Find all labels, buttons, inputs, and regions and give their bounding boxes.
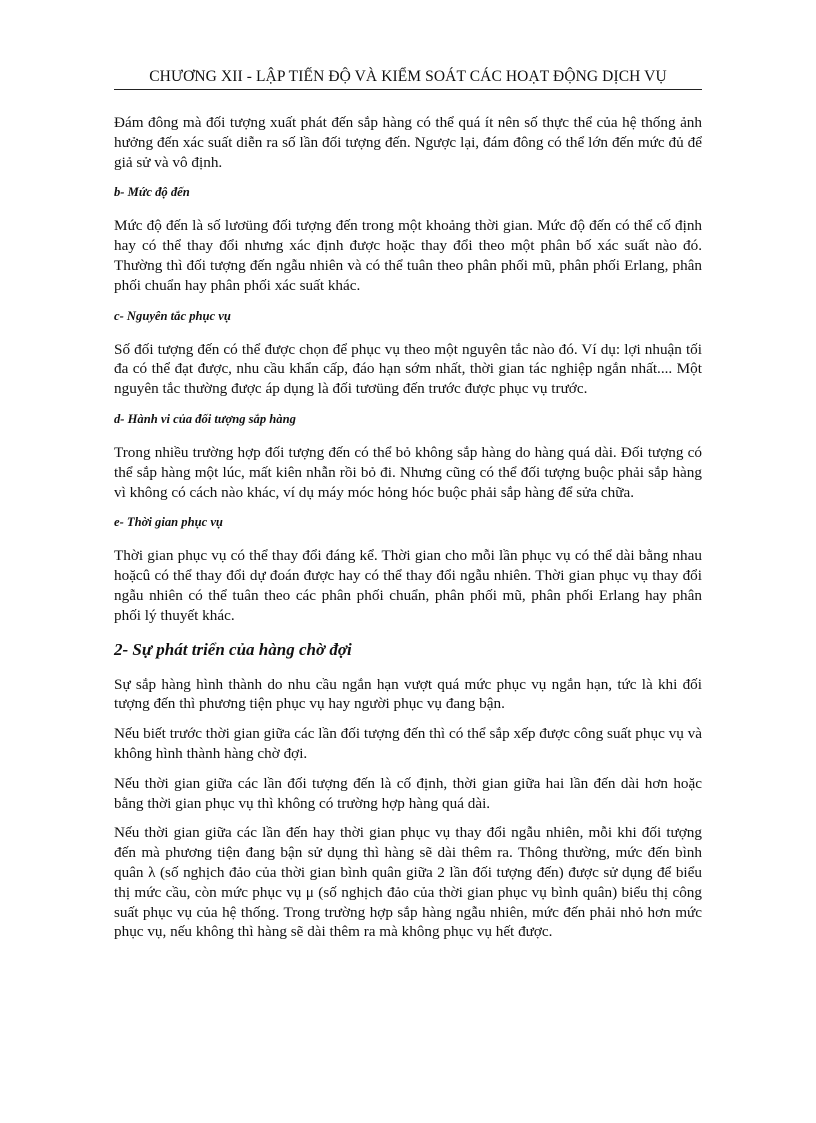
paragraph-service-time: Thời gian phục vụ có thể thay đổi đáng kể. Thời gian cho mỗi lần phục vụ có thể dài bằng nhau hoặcû có thể thay đổi dự đoán được hay có thể thay đổi ngẫu nhiên. Thời gian phục vụ thay đổi ngẫu nhiên có thể tuân theo các phân phối chuẩn, phân phối mũ, phân phối Erlang hay phân phối lý thuyết khác. [114, 547, 702, 624]
subheading-service-time: e- Thời gian phục vụ [114, 515, 223, 530]
section-heading-queue-development: 2- Sự phát triển của hàng chờ đợi [114, 639, 352, 659]
paragraph-service-rule: Số đối tượng đến có thể được chọn để phục vụ theo một nguyên tắc nào đó. Ví dụ: lợi nhuận tối đa có thể đạt được, nhu cầu khẩn cấp, đáo hạn sớm nhất, thời gian tác nghiệp ngắn nhất.... Một nguyên tắc thường được áp dụng là đối tươüng đến trước được phục vụ trước. [114, 340, 702, 398]
subheading-arrival-rate: b- Mức độ đến [114, 185, 190, 200]
paragraph-random-interarrival: Nếu thời gian giữa các lần đến hay thời gian phục vụ thay đổi ngẫu nhiên, mỗi khi đối tượng đến mà phương tiện đang bận sử dụng thì hàng sẽ dài thêm ra. Thông thường, mức đến bình quân λ (số nghịch đảo của thời gian bình quân giữa 2 lần đối tượng đến) được sử dụng để biểu thị mức cầu, còn mức phục vụ μ (số nghịch đảo của thời gian phục vụ bình quân) biểu thị công suất phục vụ của hệ thống. Trong trường hợp sắp hàng ngẫu nhiên, mức đến phải nhỏ hơn mức phục vụ, nếu không thì hàng sẽ dài thêm ra mà không phục vụ hết được. [114, 824, 702, 941]
page-content [114, 113, 702, 942]
paragraph-queue-formation: Sự sắp hàng hình thành do nhu cầu ngắn hạn vượt quá mức phục vụ ngắn hạn, tức là khi đối tượng đến thì phương tiện phục vụ hay người phục vụ đang bận. [114, 675, 702, 713]
paragraph-queue-behavior: Trong nhiều trường hợp đối tượng đến có thể bỏ không sắp hàng do hàng quá dài. Đối tượng có thể sắp hàng một lúc, mất kiên nhẫn rồi bỏ đi. Nhưng cũng có thể đối tượng buộc phải sắp hàng vì không có cách nào khác, ví dụ máy móc hỏng hóc buộc phải sắp hàng để sửa chữa. [114, 443, 702, 501]
paragraph-arrival-rate: Mức độ đến là số lươüng đối tượng đến trong một khoảng thời gian. Mức độ đến có thể cố định hay có thể thay đổi nhưng xác định được hoặc thay đổi theo một phân bố xác suất nào đó. Thường thì đối tượng đến ngẫu nhiên và có thể tuân theo phân phối mũ, phân phối Erlang, phân phối chuẩn hay phân phối xác suất khác. [114, 217, 702, 294]
subheading-service-rule: c- Nguyên tắc phục vụ [114, 308, 231, 323]
paragraph-crowd-size: Đám đông mà đối tượng xuất phát đến sắp hàng có thể quá ít nên số thực thể của hệ thống ảnh hưởng đến xác suất diễn ra số lần đối tượng đến. Ngược lại, đám đông có thể lớn đến mức đủ để giả sử và vô định. [114, 114, 702, 171]
paragraph-fixed-interarrival: Nếu thời gian giữa các lần đối tượng đến là cố định, thời gian giữa hai lần đến dài hơn hoặc bằng thời gian phục vụ thì không có trường hợp hàng quá dài. [114, 774, 702, 812]
paragraph-known-interarrival: Nếu biết trước thời gian giữa các lần đối tượng đến thì có thể sắp xếp được công suất phục vụ và không hình thành hàng chờ đợi. [114, 725, 702, 762]
chapter-header: CHƯƠNG XII - LẬP TIẾN ĐỘ VÀ KIỂM SOÁT CÁC HOẠT ĐỘNG DỊCH VỤ [114, 68, 702, 90]
subheading-queue-behavior: d- Hành vi của đối tượng sắp hàng [114, 411, 296, 426]
